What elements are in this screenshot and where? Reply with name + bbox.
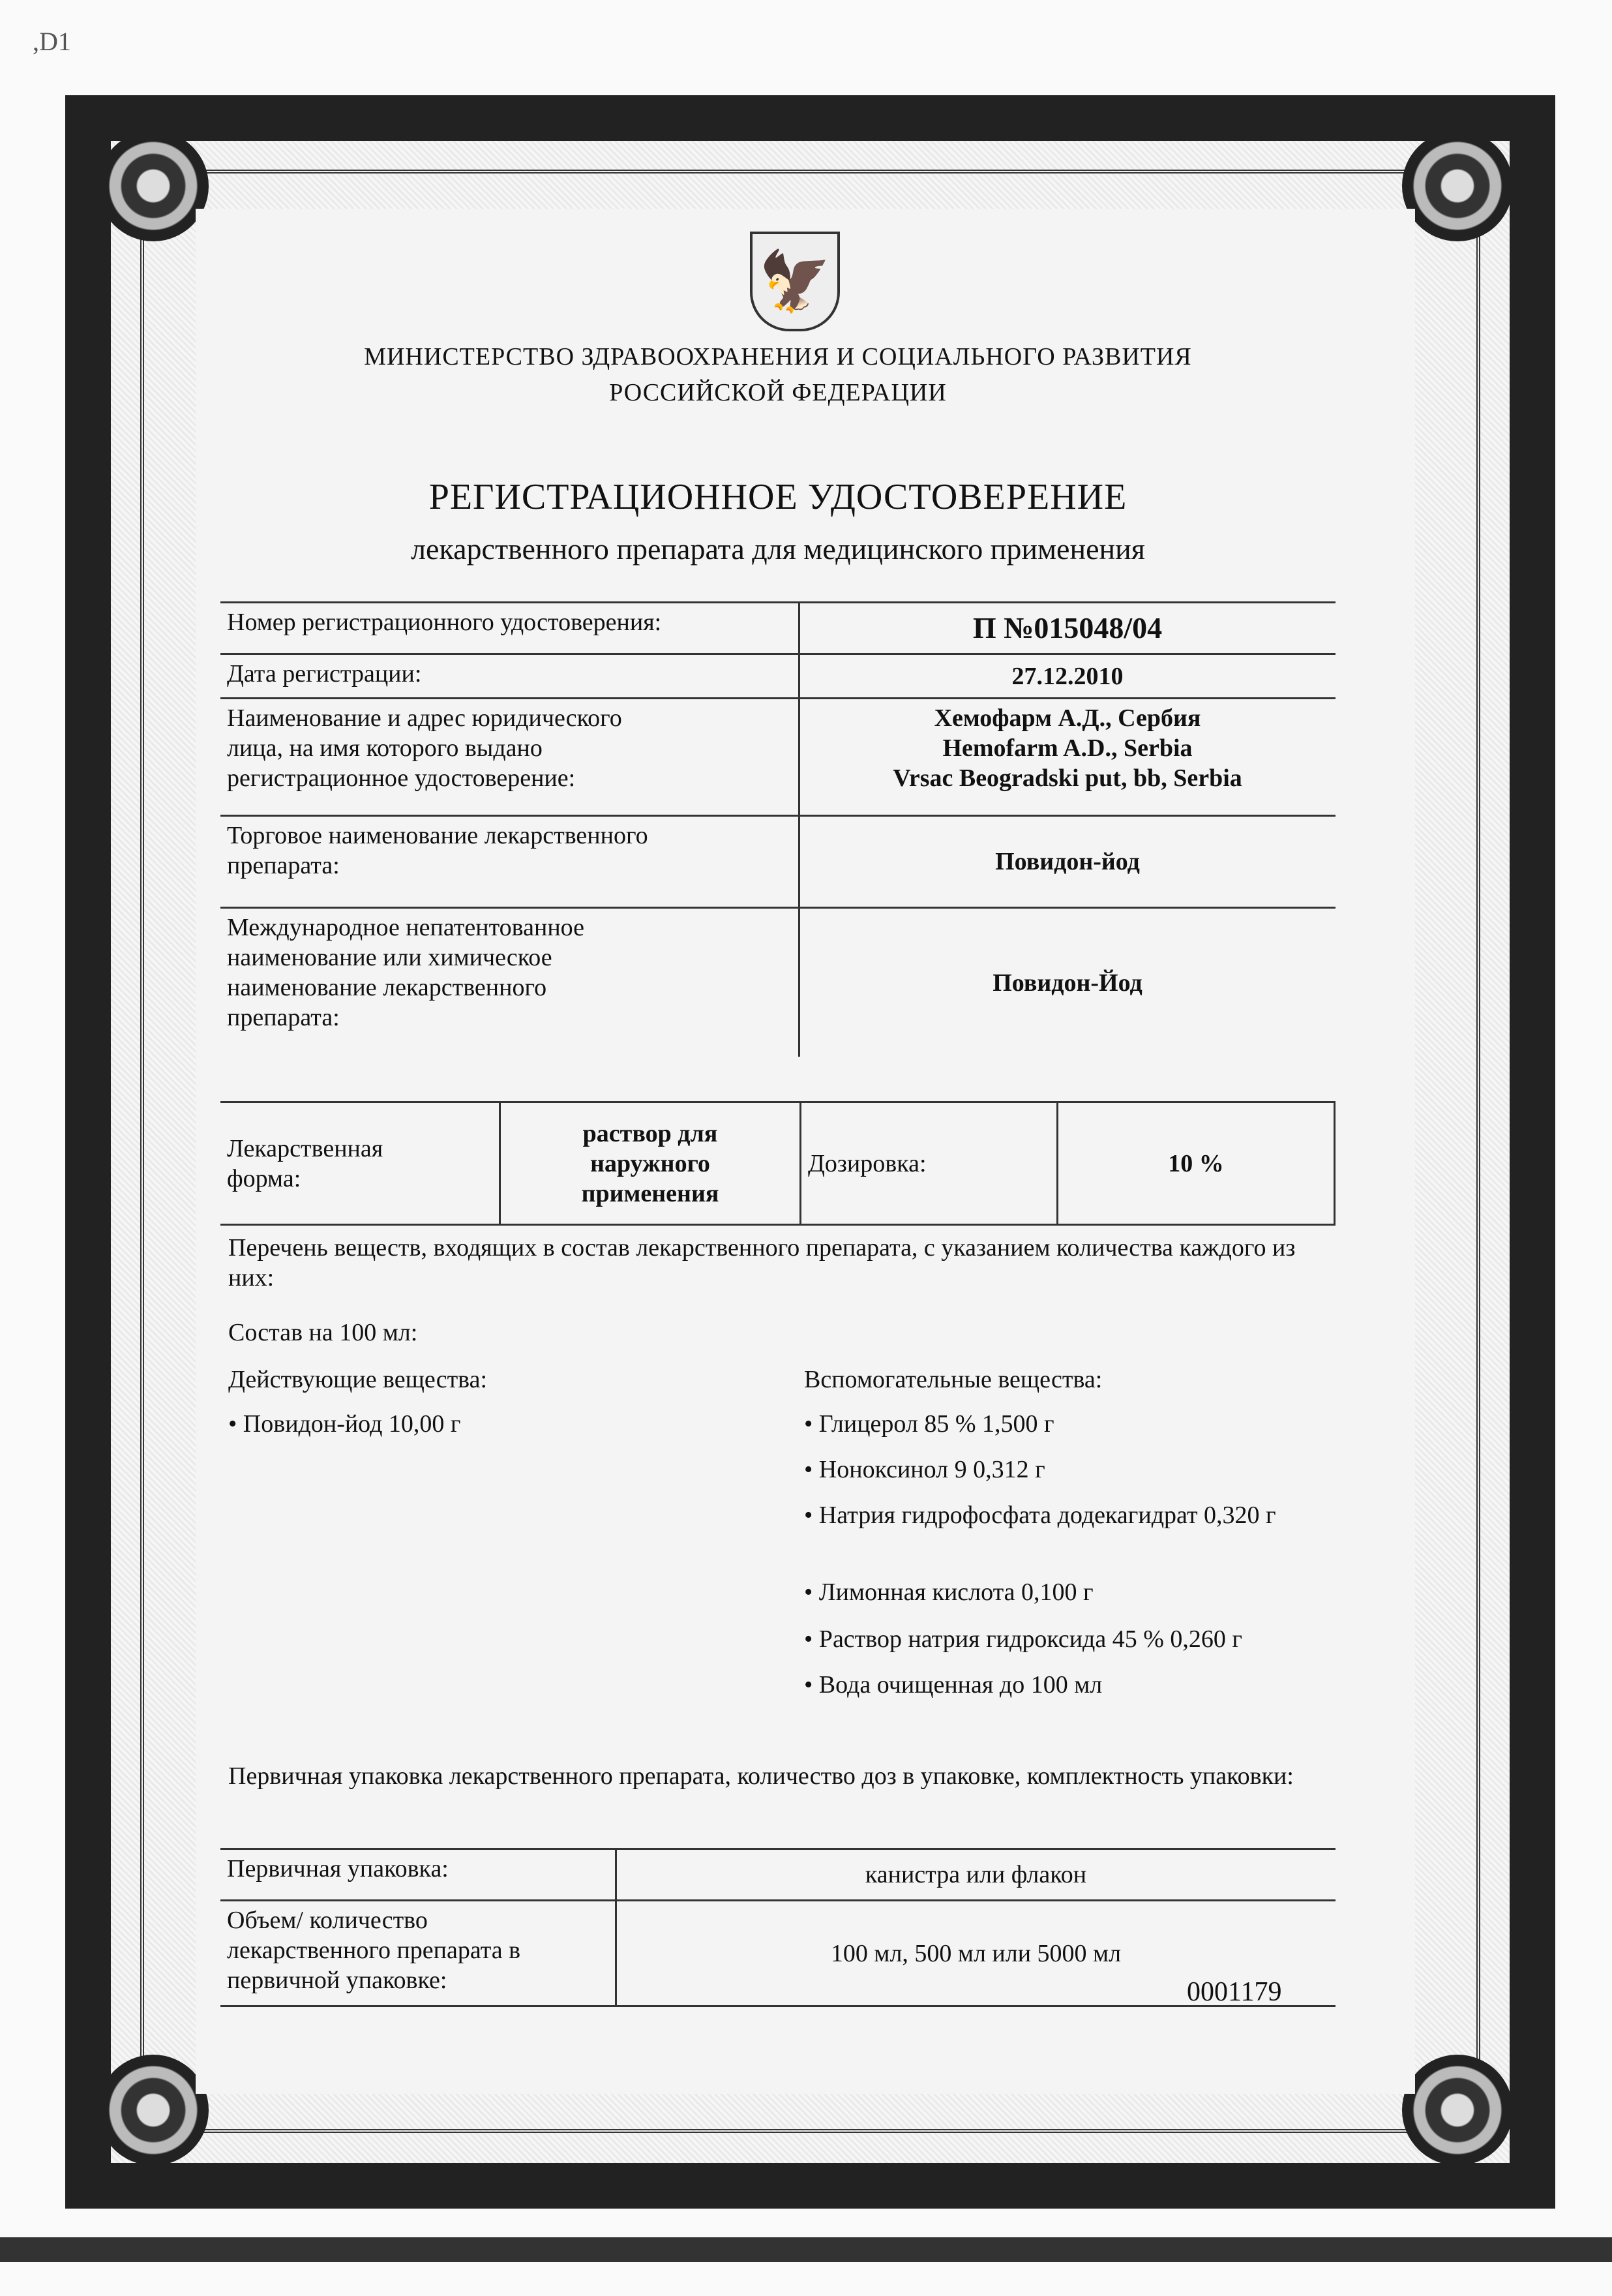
form-value: раствор для наружного применения [499,1101,799,1226]
excipient-item: • Ноноксинол 9 0,312 г [804,1456,1045,1483]
reg-date-label: Дата регистрации: [220,653,799,697]
primary-pack-label: Первичная упаковка: [220,1848,616,1899]
corner-rosette-icon [1402,130,1513,241]
document-title: РЕГИСТРАЦИОННОЕ УДОСТОВЕРЕНИЕ [428,477,1127,517]
corner-rosette-icon [1402,2055,1513,2166]
dosage-value: 10 % [1056,1101,1336,1226]
active-label: Действующие вещества: [228,1366,488,1393]
composition-heading: Перечень веществ, входящих в состав лекарственного препарата, с указанием количества каждого из них: [228,1234,1296,1292]
holder-line: Hemofarm A.D., Serbia [942,734,1193,762]
excipient-label: Вспомогательные вещества: [804,1366,1103,1393]
serial-number: 0001179 [1187,1977,1282,2007]
packaging-heading: Первичная упаковка лекарственного препарата, количество доз в упаковке, комплектность упаковки: [228,1762,1294,1790]
excipient-item: • Натрия гидрофосфата додекагидрат 0,320 г [804,1502,1276,1529]
corner-rosette-icon [98,2055,209,2166]
corner-rosette-icon [98,130,209,241]
ministry-line-2: РОССИЙСКОЙ ФЕДЕРАЦИИ [609,379,947,406]
dosage-label: Дозировка: [799,1101,1056,1226]
excipient-item: • Глицерол 85 % 1,500 г [804,1410,1054,1438]
volume-label: Объем/ количество лекарственного препарата в первичной упаковке: [220,1899,616,2007]
coat-of-arms-icon: 🦅 [750,232,840,331]
reg-number-value: П №015048/04 [799,601,1336,653]
composition-per: Состав на 100 мл: [228,1319,418,1346]
corner-note: ,D1 [33,27,71,56]
primary-pack-value: канистра или флакон [616,1848,1336,1899]
holder-line: Vrsac Beogradski put, bb, Serbia [893,764,1242,792]
excipient-item: • Вода очищенная до 100 мл [804,1671,1103,1699]
holder-line: Хемофарм А.Д., Сербия [934,704,1201,732]
reg-date-value: 27.12.2010 [799,653,1336,697]
document-subtitle: лекарственного препарата для медицинского применения [411,532,1145,566]
form-label: Лекарственная форма: [220,1101,499,1226]
column-divider [798,601,800,1057]
reg-number-label: Номер регистрационного удостоверения: [220,601,799,653]
scan-edge [0,2237,1612,2262]
trade-name-label: Торговое наименование лекарственного препарата: [220,815,799,907]
inn-label: Международное непатентованное наименование или химическое наименование лекарственного препарата: [220,907,799,1057]
trade-name-value: Повидон-йод [799,815,1336,907]
holder-value [799,697,1336,815]
ministry-line-1: МИНИСТЕРСТВО ЗДРАВООХРАНЕНИЯ И СОЦИАЛЬНОГО РАЗВИТИЯ [364,343,1192,370]
holder-label: Наименование и адрес юридического лица, на имя которого выдано регистрационное удостоверение: [220,697,799,815]
inn-value: Повидон-Йод [799,907,1336,1057]
excipient-item: • Раствор натрия гидроксида 45 % 0,260 г [804,1625,1242,1653]
active-item: • Повидон-йод 10,00 г [228,1410,461,1438]
column-divider [615,1848,617,2007]
volume-value: 100 мл, 500 мл или 5000 мл [616,1899,1336,2007]
excipient-item: • Лимонная кислота 0,100 г [804,1578,1094,1606]
